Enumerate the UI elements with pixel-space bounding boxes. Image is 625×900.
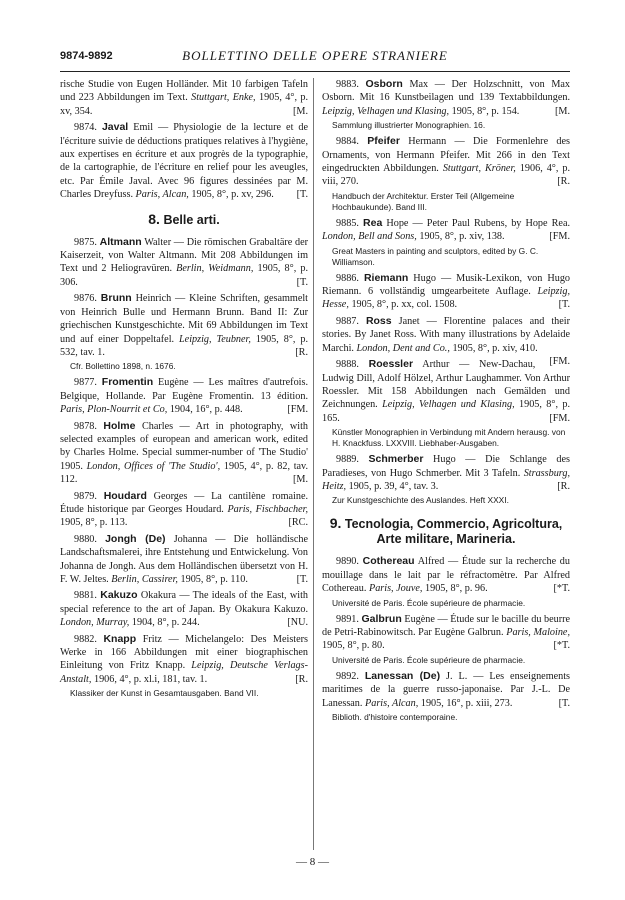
entry-details: 1905, 8°, p. 306. <box>60 263 309 288</box>
entry-classmark: [M. <box>555 105 570 117</box>
entry-classmark: [FM. <box>549 412 570 424</box>
entry-publisher: London, Offices of 'The Studio', <box>86 460 221 472</box>
entry-details: 1905, 8°, p. 154. <box>451 105 520 117</box>
section-number: 9. <box>329 515 342 532</box>
bibliography-entry <box>322 135 570 189</box>
author-name: Altmann <box>99 235 142 248</box>
entry-publisher: Paris, Alcan, <box>135 189 189 201</box>
entry-publisher: Strassburg, Heitz, <box>322 467 571 492</box>
bibliography-entry <box>322 272 570 312</box>
entry-publisher: Leipzig, Deutsche Verlags-Anstalt, <box>60 660 309 685</box>
right-column <box>322 78 570 727</box>
author-name: Pfeifer <box>367 135 400 148</box>
entry-classmark: [R. <box>557 176 570 188</box>
entry-classmark: [R. <box>557 480 570 492</box>
entry-text: Arthur — New-Dachau, Ludwig Dill, Adolf Hölzel, Arthur Laughammer. Von Arthur Roessler. Mit 158 Abbildungen nach Gemälden und Zeichnungen. <box>322 359 570 411</box>
entry-publisher: Leipzig, Teubner, <box>179 333 251 345</box>
entry-classmark: [T. <box>296 276 308 288</box>
entry-publisher: Leipzig, Velhagen und Klasing, <box>382 399 515 411</box>
bibliography-entry <box>60 292 308 359</box>
entry-classmark: [T. <box>296 189 308 201</box>
entry-publisher: Leipzig, Hesse, <box>322 286 570 311</box>
header-rule <box>60 71 570 72</box>
entry-publisher: Berlin, Weidmann, <box>176 263 254 275</box>
entry-classmark: [RC. <box>288 517 308 529</box>
bibliography-entry <box>60 121 308 201</box>
entry-note: Université de Paris. École supérieure de pharmacie. <box>332 597 526 608</box>
author-name: Schmerber <box>368 453 424 466</box>
entry-note: Zur Kunstgeschichte des Auslandes. Heft XXXI. <box>332 495 509 506</box>
entry-number: 9882. <box>74 633 97 645</box>
bibliography-entry <box>60 78 308 118</box>
entry-details: 1905, p. 39, 4°, tav. 3. <box>348 480 439 492</box>
entry-text: rische Studie von Eugen Holländer. Mit 10 farbigen Tafeln und 223 Abbildungen im Text. <box>60 79 308 104</box>
entry-text: Alfred — Étude sur la recherche du mouillage dans le lait par le réfractomètre. Par Alfred Cothereau. <box>322 556 570 595</box>
entry-publisher: Paris, Plon-Nourrit et Co, <box>60 404 168 416</box>
bibliography-entry <box>60 490 308 530</box>
entry-publisher: Paris, Maloine, <box>506 626 571 638</box>
entry-classmark: [R. <box>295 346 308 358</box>
entry-details: 1904, 16°, p. 448. <box>169 404 243 416</box>
author-name: Osborn <box>365 78 403 90</box>
section-title: Belle arti. <box>163 212 220 227</box>
entry-text: Max — Der Holzschnitt, von Max Osborn. Mit 16 Kunstbeilagen und 139 Textabbildungen. <box>322 79 571 104</box>
author-name: Houdard <box>103 489 147 502</box>
entry-note: Cfr. Bollettino 1898, n. 1676. <box>70 361 176 372</box>
entry-text: Walter — Die römischen Grabaltäre der Kaiserzeit, von Walter Altmann. Mit 208 Abbildungen im Text und 2 Heliogravüren. <box>60 236 308 275</box>
entry-number: 9874. <box>74 122 97 134</box>
section-title: Tecnologia, Commercio, Agricoltura, Arte militare, Marineria. <box>344 517 563 547</box>
entry-number: 9891. <box>336 613 359 625</box>
entry-details: 1905, 16°, p. xiii, 273. <box>420 697 513 709</box>
bibliography-entry <box>322 358 570 425</box>
entry-number: 9884. <box>336 136 359 148</box>
entry-text: Charles — Art in photography, with selected examples of european and american work, edited by Charles Holme. Special summer-number of 'The Studio' 1905. <box>60 420 309 472</box>
entry-text: Janet — Florentine palaces and their stories. By Janet Ross. With many illustrations by Adelaide Marchi. <box>322 315 571 354</box>
entry-classmark: [R. <box>295 673 308 685</box>
entry-details: 1905, 4°, p. xv, 354. <box>60 92 308 117</box>
entry-note: Université de Paris. École supérieure de pharmacie. <box>332 654 526 665</box>
entry-text: Heinrich — Kleine Schriften, gesammelt von Heinrich Bulle und Hermann Brunn. Band II: Zur griechischen Kunstgeschichte. Mit 69 Abbildungen im Text und auf einer Doppeltafel. <box>60 293 308 345</box>
entry-text: Hope — Peter Paul Rubens, by Hope Rea. <box>386 217 571 229</box>
entry-number: 9892. <box>336 670 359 682</box>
bibliography-entry <box>60 533 308 587</box>
entry-publisher: London, Dent and Co., <box>356 342 450 354</box>
entry-details: 1905, 8°, p. 80. <box>322 640 385 652</box>
page-number: — 8 — <box>296 856 329 868</box>
entry-classmark: [NU. <box>287 617 308 629</box>
entry-classmark: [*T. <box>553 640 570 652</box>
author-name: Knapp <box>103 632 137 645</box>
entry-publisher: Leipzig, Velhagen und Klasing, <box>322 105 450 117</box>
entry-publisher: Paris, Fischbacher, <box>227 503 308 515</box>
entry-text: Georges — La cantilène romaine. Étude historique par Georges Houdard. <box>60 490 309 515</box>
entry-number: 9888. <box>336 359 359 371</box>
entry-text: Eugène — Les maîtres d'autrefois. Belgique, Hollande. Par Eugène Fromentin. 13 édition. <box>60 377 309 402</box>
entry-publisher: London, Bell and Sons, <box>322 231 417 243</box>
entry-details: 1905, 8°, p. 165. <box>322 399 571 424</box>
entry-note: Klassiker der Kunst in Gesamtausgaben. Band VII. <box>70 688 259 699</box>
author-name: Jongh (De) <box>105 532 166 545</box>
bibliography-entry <box>60 236 308 290</box>
entry-text: Hugo — Die Schlange des Paradieses, von Hugo Schmerber. Mit 3 Tafeln. <box>322 454 570 479</box>
entry-details: 1905, 8°, p. xiv, 410. <box>452 342 538 354</box>
author-name: Holme <box>103 419 136 432</box>
entry-publisher: Stuttgart, Enke, <box>191 92 256 104</box>
bibliography-entry <box>322 555 570 595</box>
entry-publisher: Stuttgart, Kröner, <box>442 163 516 175</box>
entry-number: 9887. <box>336 315 359 327</box>
entry-number: 9877. <box>74 377 97 389</box>
author-name: Cothereau <box>362 555 415 568</box>
entry-details: 1906, 4°, p. xl.i, 181, tav. 1. <box>93 673 208 685</box>
entry-details: 1904, 8°, p. 244. <box>131 617 200 629</box>
section-heading <box>60 212 308 228</box>
bibliography-entry <box>322 613 570 653</box>
bibliography-entry <box>60 633 308 687</box>
entry-note: Biblioth. d'histoire contemporaine. <box>332 712 458 722</box>
entry-text: Emil — Physiologie de la lecture et de l'écriture suivie de déductions pratiques relatives à l'hygiène, aux expertises en écriture et aux progrès de la typographie, de la cartographie, de l'écriture en relief pour les aveugles, etc. Par Émile Javal. Avec 96 figures dessinées par M. Charles Dreyfuss. <box>60 122 309 201</box>
bibliography-entry <box>60 589 308 629</box>
entry-classmark: [FM. <box>549 231 570 243</box>
entry-number: 9890. <box>336 556 359 568</box>
entry-details: 1905, 8°, p. xv, 296. <box>191 189 274 201</box>
entry-details: 1905, 8°, p. 113. <box>60 517 128 529</box>
entry-details: 1906, 4°, p. viii, 270. <box>322 163 571 188</box>
entry-number: 9886. <box>336 272 359 284</box>
entry-text: Fritz — Michelangelo: Des Meisters Werke in 166 Abbildungen mit einer biographischen Einleitung von Fritz Knapp. <box>60 633 309 672</box>
entry-text: Johanna — Die holländische Landschaftsmalerei, ihre Entstehung und Entwickelung. Von Johanna de Jongh. Aus dem Holländischen übersetzt von H. F. W. Jeltes. <box>60 533 308 585</box>
entry-classmark: [M. <box>293 474 308 486</box>
entry-publisher: Paris, Alcan, <box>365 697 419 709</box>
entry-publisher: Berlin, Cassirer, <box>111 574 178 585</box>
entry-note: Künstler Monographien in Verbindung mit Andern herausg. von H. Knackfuss. LXXVIII. Liebhaber-Ausgaben. <box>332 427 566 449</box>
author-name: Javal <box>101 121 129 134</box>
entry-note: Handbuch der Architektur. Erster Teil (Allgemeine Hochbaukunde). Band III. <box>332 190 515 212</box>
entry-text: Hugo — Musik-Lexikon, von Hugo Riemann. 6 vollständig umgearbeitete Auflage. <box>322 272 571 298</box>
entry-number: 9883. <box>336 79 359 90</box>
left-column <box>60 78 308 703</box>
entry-number: 9879. <box>74 490 97 502</box>
entry-classmark: [FM. <box>287 404 308 416</box>
author-name: Rea <box>363 216 383 229</box>
entry-text: Hermann — Die Formenlehre des Ornaments, von Hermann Pfeifer. Mit 266 in den Text eingedruckten Abbildungen. <box>322 136 571 175</box>
author-name: Galbrun <box>361 612 402 625</box>
section-heading <box>322 516 570 547</box>
entry-details: 1905, 8°, p. 96. <box>425 583 488 595</box>
page-range: 9874-9892 <box>60 50 113 62</box>
entry-number: 9889. <box>336 454 359 466</box>
entry-details: 1905, 8°, p. xiv, 138. <box>419 231 505 243</box>
entry-publisher: London, Murray, <box>60 617 130 629</box>
bibliography-entry <box>322 78 570 118</box>
entry-publisher: Paris, Jouve, <box>368 583 423 595</box>
author-name: Riemann <box>363 271 409 284</box>
entry-classmark: [M. <box>293 105 308 117</box>
section-number: 8. <box>148 210 160 227</box>
author-name: Lanessan (De) <box>364 669 441 682</box>
author-name: Roessler <box>368 358 414 371</box>
entry-classmark: [*T. <box>553 583 570 595</box>
author-name: Brunn <box>100 292 132 305</box>
entry-number: 9875. <box>74 236 97 248</box>
entry-classmark: [T. <box>296 574 308 585</box>
author-name: Fromentin <box>101 376 154 389</box>
bibliography-entry <box>322 217 570 244</box>
entry-number: 9885. <box>336 217 359 229</box>
bibliography-entry <box>60 420 308 487</box>
entry-number: 9880. <box>74 533 97 545</box>
entry-details: 1905, 8°, p. 532, tav. 1. <box>60 333 309 358</box>
author-name: Kakuzo <box>100 589 138 602</box>
entry-number: 9878. <box>74 420 97 432</box>
entry-text: J. L. — Les enseignements maritimes de la guerre russo-japonaise. Par J.-L. De Lanessan. <box>322 670 571 709</box>
bibliography-entry <box>60 376 308 416</box>
entry-classmark: [T. <box>558 299 570 311</box>
journal-title: BOLLETTINO DELLE OPERE STRANIERE <box>182 48 448 63</box>
entry-number: 9876. <box>74 293 97 305</box>
entry-note: Sammlung illustrierter Monographien. 16. <box>332 120 486 131</box>
page-header <box>60 48 570 68</box>
column-divider <box>313 78 314 850</box>
bibliography-entry <box>322 670 570 710</box>
bibliography-entry <box>322 453 570 493</box>
entry-number: 9881. <box>74 590 97 602</box>
entry-text: Eugène — Étude sur le bacille du beurre de Petri-Rabinowitsch. Par Eugène Galbrun. <box>322 613 571 638</box>
entry-note: Great Masters in painting and sculptors, edited by G. C. Williamson. <box>332 245 539 267</box>
entry-details: 1905, 8°, p. xx, col. 1508. <box>351 299 458 311</box>
entry-details: 1905, 4°, p. 82, tav. 112. <box>60 460 309 486</box>
entry-classmark: [T. <box>558 697 570 709</box>
entry-classmark: [FM. <box>549 356 570 368</box>
entry-details: 1905, 8°, p. 110. <box>180 574 248 585</box>
entry-text: Okakura — The ideals of the East, with special reference to the art of Japan. By Okakura Kakuzo. <box>60 590 309 615</box>
author-name: Ross <box>365 314 392 327</box>
